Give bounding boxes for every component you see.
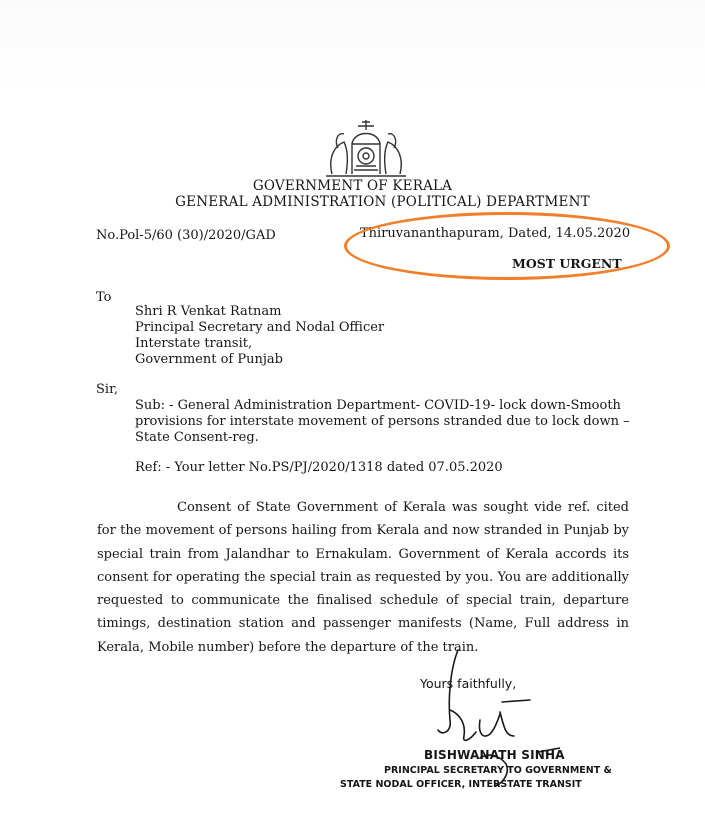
place-and-date: Thiruvananthapuram, Dated, 14.05.2020 [360,226,631,241]
recipient-line: Principal Secretary and Nodal Officer [135,320,385,335]
salutation: Sir, [96,382,118,397]
reference-number: No.Pol-5/60 (30)/2020/GAD [96,228,276,243]
letterhead-department: GENERAL ADMINISTRATION (POLITICAL) DEPARTMENT [175,194,590,210]
signatory-designation: PRINCIPAL SECRETARY TO GOVERNMENT & [384,765,612,776]
recipient-line: Government of Punjab [135,352,283,367]
signatory-office: STATE NODAL OFFICER, INTERSTATE TRANSIT [340,779,582,790]
reference-line: Ref: - Your letter No.PS/PJ/2020/1318 dated 07.05.2020 [135,460,503,475]
highlight-oval [344,212,670,280]
priority-label: MOST URGENT [512,256,622,271]
to-label: To [96,290,112,305]
letterhead-government: GOVERNMENT OF KERALA [252,178,453,194]
closing-yours-faithfully: Yours faithfully, [420,676,517,691]
signatory-name: BISHWANATH SINHA [424,748,565,762]
subject-line: Sub: - General Administration Department- COVID-19- lock down-Smooth provisions for interstate movement of persons stranded due to lock down – State Consent-reg. [135,398,630,445]
body-paragraph [97,496,629,659]
recipient-line: Shri R Venkat Ratnam [135,304,282,319]
kerala-emblem-icon [318,118,414,182]
body-text: Consent of State Government of Kerala was sought vide ref. cited for the movement of persons hailing from Kerala and now stranded in Punjab by special train from Jalandhar to Ernakulam. Government of Kerala accords its consent for operating the special train as requested by you. You are additionally requested to communicate the finalised schedule of special train, departure timings, destination station and passenger manifests (Name, Full address in Kerala, Mobile number) before the departure of the train. [97,500,629,655]
recipient-line: Interstate transit, [135,336,253,351]
